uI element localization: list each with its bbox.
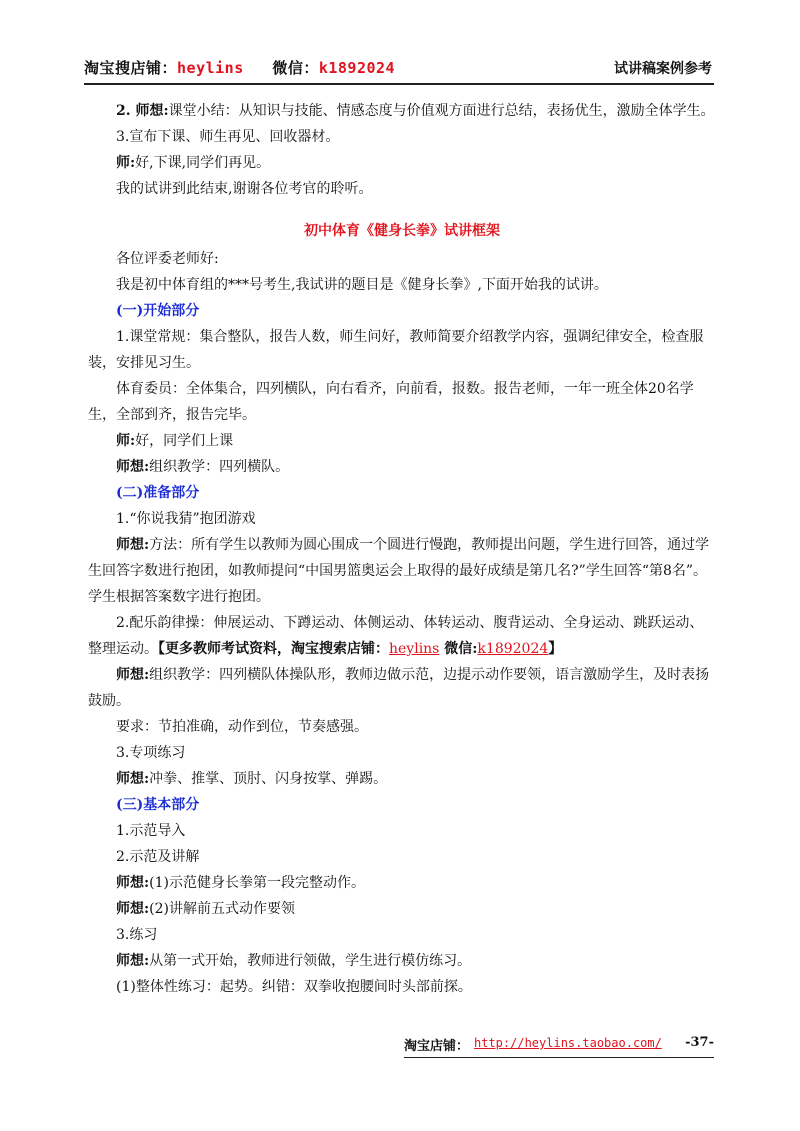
paragraph: 师想:冲拳、推掌、顶肘、闪身按掌、弹踢。 (116, 771, 388, 787)
paragraph: 3.专项练习 (116, 745, 186, 761)
promo-shop-link[interactable]: heylins (389, 641, 440, 657)
paragraph: 师:好,下课,同学们再见。 (116, 155, 271, 171)
paragraph: 我是初中体育组的***号考生,我试讲的题目是《健身长拳》,下面开始我的试讲。 (116, 277, 608, 293)
paragraph: 师想:(1)示范健身长拳第一段完整动作。 (116, 875, 366, 891)
section-title: 初中体育《健身长拳》试讲框架 (304, 223, 500, 239)
paragraph: 师想:组织教学：四列横队体操队形，教师边做示范，边提示动作要领，语言激励学生，及时表扬鼓励。 (88, 667, 710, 709)
promo-wechat-link[interactable]: k1892024 (477, 641, 549, 657)
paragraph: 我的试讲到此结束,谢谢各位考官的聆听。 (116, 181, 373, 197)
footer-url-link[interactable]: http://heylins.taobao.com/ (474, 1036, 662, 1050)
paragraph: 1.课堂常规：集合整队，报告人数，师生问好，教师简要介绍教学内容，强调纪律安全，检查服装，安排见习生。 (88, 329, 704, 371)
page-header (84, 55, 714, 85)
paragraph: 师想:组织教学：四列横队。 (116, 459, 290, 475)
heading-warmup: (二)准备部分 (116, 485, 200, 501)
page-number: -37- (685, 1035, 714, 1050)
paragraph: 1.示范导入 (116, 823, 186, 839)
paragraph: 体育委员：全体集合，四列横队，向右看齐，向前看，报数。报告老师，一年一班全体20名学生，全部到齐，报告完毕。 (88, 381, 694, 423)
paragraph: 2. 师想:课堂小结：从知识与技能、情感态度与价值观方面进行总结，表扬优生，激励全体学生。 (116, 103, 715, 119)
shop-name: heylins (177, 59, 244, 77)
paragraph: 要求：节拍准确，动作到位，节奏感强。 (116, 719, 368, 735)
paragraph: 各位评委老师好: (116, 251, 219, 267)
document-body (88, 98, 716, 1000)
wechat-id: k1892024 (318, 59, 396, 77)
paragraph: 2.示范及讲解 (116, 849, 200, 865)
paragraph: 1.“你说我猜”抱团游戏 (116, 511, 256, 527)
paragraph: (1)整体性练习：起势。纠错：双拳收抱腰间时头部前探。 (116, 979, 472, 995)
wechat-label: 微信： (272, 59, 319, 77)
paragraph: 2.配乐韵律操：伸展运动、下蹲运动、体侧运动、体转运动、腹背运动、全身运动、跳跃运动、整理运动。【更多教师考试资料，淘宝搜索店铺：heylins 微信:k1892024】 (88, 615, 704, 657)
header-shop-info (84, 57, 395, 78)
heading-main: (三)基本部分 (116, 797, 200, 813)
paragraph: 师想:方法：所有学生以教师为圆心围成一个圆进行慢跑，教师提出问题，学生进行回答，通过学生回答字数进行抱团，如教师提问“中国男篮奥运会上取得的最好成绩是第几名?”学生回答“第8名”。学生根据答案数字进行抱团。 (88, 537, 710, 605)
promo-note: 【更多教师考试资料，淘宝搜索店铺：heylins 微信:k1892024】 (158, 641, 563, 657)
paragraph: 3.宣布下课、师生再见、回收器材。 (116, 129, 340, 145)
footer-label: 淘宝店铺： (404, 1039, 470, 1054)
heading-start: (一)开始部分 (116, 303, 200, 319)
paragraph: 师想:(2)讲解前五式动作要领 (116, 901, 296, 917)
header-title: 试讲稿案例参考 (614, 61, 712, 77)
paragraph: 师:好，同学们上课 (116, 433, 234, 449)
paragraph: 师想:从第一式开始，教师进行领做，学生进行模仿练习。 (116, 953, 472, 969)
page-footer (404, 1033, 714, 1058)
shop-label: 淘宝搜店铺： (84, 59, 178, 77)
paragraph: 3.练习 (116, 927, 158, 943)
